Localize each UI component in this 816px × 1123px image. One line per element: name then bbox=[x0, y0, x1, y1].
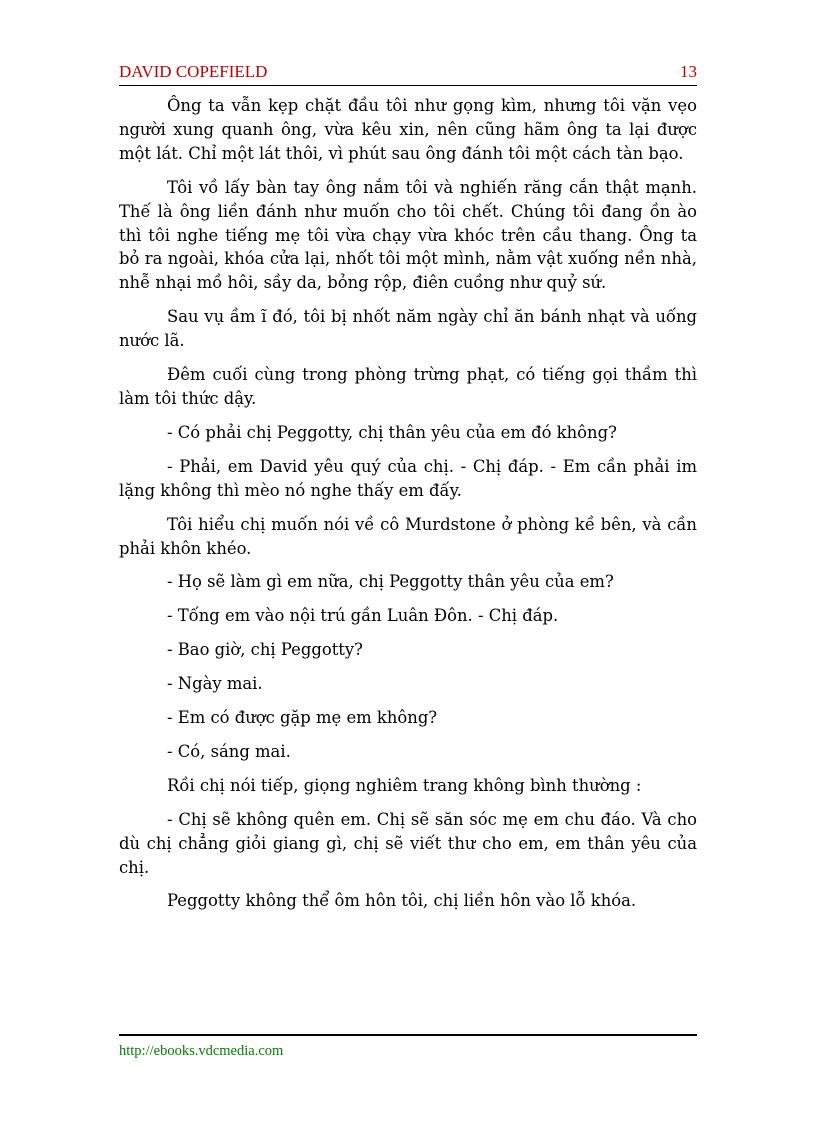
paragraph: Ông ta vẫn kẹp chặt đầu tôi như gọng kìm, nhưng tôi vặn vẹo người xung quanh ông, vừa kêu xin, nên cũng hãm ông ta lại được một lát. Chỉ một lát thôi, vì phút sau ông đánh tôi một cách tàn bạo. bbox=[119, 96, 697, 163]
dialogue-line: - Có phải chị Peggotty, chị thân yêu của em đó không? bbox=[167, 422, 617, 442]
paragraph: Đêm cuối cùng trong phòng trừng phạt, có tiếng gọi thầm thì làm tôi thức dậy. bbox=[119, 365, 697, 408]
paragraph: Rồi chị nói tiếp, giọng nghiêm trang không bình thường : bbox=[167, 775, 642, 795]
dialogue-line: - Chị sẽ không quên em. Chị sẽ săn sóc mẹ em chu đáo. Và cho dù chị chẳng giỏi giang gì, chị sẽ viết thư cho em, em thân yêu của chị. bbox=[119, 809, 697, 877]
header-divider bbox=[119, 85, 697, 86]
dialogue-line: - Ngày mai. bbox=[167, 674, 263, 694]
page-header bbox=[119, 62, 697, 84]
book-title: DAVID COPEFIELD bbox=[119, 62, 268, 81]
paragraph: Sau vụ ầm ĩ đó, tôi bị nhốt năm ngày chỉ ăn bánh nhạt và uống nước lã. bbox=[119, 307, 697, 351]
dialogue-line: - Bao giờ, chị Peggotty? bbox=[167, 640, 363, 660]
dialogue-line: - Em có được gặp mẹ em không? bbox=[167, 708, 438, 728]
footer-divider bbox=[119, 1034, 697, 1036]
dialogue-line: - Phải, em David yêu quý của chị. - Chị đáp. - Em cần phải im lặng không thì mèo nó nghe thấy em đấy. bbox=[119, 456, 697, 500]
dialogue-line: - Tống em vào nội trú gần Luân Đôn. - Chị đáp. bbox=[167, 606, 559, 626]
paragraph: Tôi vồ lấy bàn tay ông nắm tôi và nghiến răng cắn thật mạnh. Thế là ông liền đánh như muốn cho tôi chết. Chúng tôi đang ồn ào thì tôi nghe tiếng mẹ tôi vừa chạy vừa khóc trên cầu thang. Ông ta bỏ ra ngoài, khóa cửa lại, nhốt tôi một mình, nằm vật xuống nền nhà, nhễ nhại mồ hôi, sầy da, bỏng rộp, điên cuồng như quỷ sứ. bbox=[119, 177, 697, 293]
footer-url-link[interactable]: http://ebooks.vdcmedia.com bbox=[119, 1043, 284, 1059]
page-number: 13 bbox=[680, 62, 697, 81]
dialogue-line: - Họ sẽ làm gì em nữa, chị Peggotty thân yêu của em? bbox=[167, 572, 614, 592]
paragraph: Peggotty không thể ôm hôn tôi, chị liền hôn vào lỗ khóa. bbox=[167, 891, 637, 911]
page-body bbox=[119, 94, 697, 923]
paragraph: Tôi hiểu chị muốn nói về cô Murdstone ở phòng kề bên, và cần phải khôn khéo. bbox=[119, 514, 697, 558]
dialogue-line: - Có, sáng mai. bbox=[167, 741, 291, 761]
